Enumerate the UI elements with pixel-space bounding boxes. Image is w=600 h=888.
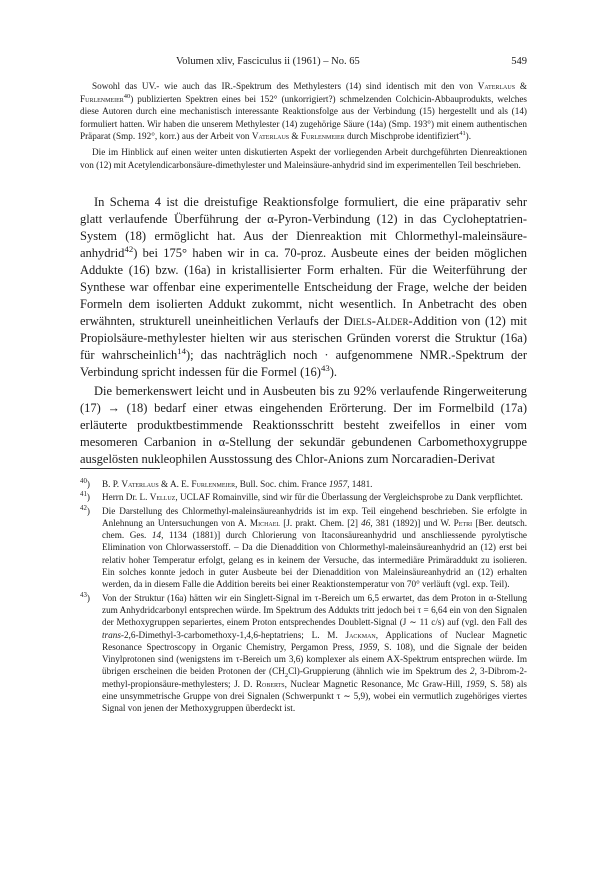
author-name: Michael: [249, 517, 281, 528]
text-run: durch Mischprobe identifiziert: [344, 131, 460, 142]
footnotes: [80, 478, 527, 716]
footnote-mark: $^{41}$): [80, 491, 90, 503]
text-run: [Ber. deutsch. chem. Ges.: [102, 517, 527, 541]
text-run: ).: [329, 365, 337, 379]
text-run: , Bull. Soc. chim. France: [235, 479, 329, 489]
text-run: , Applications of Nuclear Magnetic Resonance Spectroscopy in Organic Chemistry, Pergamon Press,: [102, 629, 527, 652]
footnote-number: 43: [80, 591, 87, 599]
footnote: [80, 505, 527, 591]
text-run: , 3-Dibrom-2-methyl-propionsäure-methylesters; J. D.: [102, 666, 527, 689]
main-paragraph: [80, 383, 527, 468]
text-run: [J. prakt. Chem. [2]: [280, 517, 362, 528]
text-run: Sowohl das UV.- wie auch das IR.-Spektrum des Methylesters (14) sind identisch mit den von: [92, 81, 478, 91]
footnote-ref: 41: [459, 130, 466, 138]
small-paragraph: [80, 146, 527, 171]
running-title: Volumen xliv, Fasciculus ii (1961) – No. 65: [176, 56, 360, 67]
text-run: Die Darstellung des Chlormethyl-maleinsäureanhydrids ist im exp. Teil eingehend beschrieben. Sie erfolgte in Anlehnung an Untersuchungen von A.: [102, 505, 527, 528]
text-run: -2,6-Dimethyl-3-carbomethoxy-1,4,6-heptatriens; L. M.: [120, 629, 346, 640]
text-run: ).: [465, 131, 472, 142]
text-run: Von der Struktur (16a) hätten wir ein Singlett-Signal im τ-Bereich um 6,5 erwartet, das dem Proton in α-Stellung zum Anhydridcarbonyl entsprechen würde. Im Spektrum des Addukts tritt jedoch bei τ = 6,64 ein von den Signalen der Methoxygruppen separiertes, einem Proton entsprechendes Doublett-Signal (J ∼ 11 c/s) auf (vgl. den Fall des: [102, 592, 527, 628]
text-run: -Addition von (12) mit Propiolsäure-methylester hielten wir aus sterischen Gründen vorerst die Struktur (16a) für wahrscheinlich: [80, 314, 527, 362]
footnote-ref: 42: [124, 243, 134, 254]
subscript: 2: [284, 672, 289, 680]
text-run: Die bemerkenswert leicht und in Ausbeuten bis zu 92% verlaufende Ringerweiterung (17) → (18) bedarf einer etwas eingehenden Erörterung. Der im Formelbild (17a) erläuterte produktbestimmende Reaktionsschritt besteht zweifellos in einer vom mesomeren Carbanion in α-Stellung der sekundär gebundenen Carbomethoxygruppe ausgelösten nukleophilen Ausstossung des Chlor-Anions zum Norcaradien-Derivat: [80, 384, 527, 466]
italic-text: 1959: [466, 678, 485, 689]
footnote-ref: 43: [320, 362, 330, 373]
text-run: , 381 (1892)] und W.: [370, 517, 454, 528]
text-run: , 1134 (1881)] durch Chlorierung von Itaconsäureanhydrid und anschliessende pyrolytische Elimination von Chlorwasserstoff. – Da die Dienaddition von Chlormethyl-maleinsäureanhydrid an (12) erst bei relativ hoher Temperatur erfolgt, gelang es in keinem der Versuche, das intermediäre Primäraddukt zu isolieren. Ein solches konnte jedoch in guter Ausbeute bei der Dienaddition von Maleinsäureanhydrid an (12) erhalten werden, da in diesem Falle die Addition bereits bei einer Reaktionstemperatur von 70° verläuft (vgl. exp. Teil).: [102, 530, 527, 590]
text-run: B. P.: [102, 479, 122, 489]
footnote-mark: $^{42}$): [80, 504, 90, 516]
footnote-text: [102, 479, 372, 489]
text-run: Die im Hinblick auf einen weiter unten diskutierten Aspekt der vorliegenden Arbeit durchgeführten Dienreaktionen von (12) mit Acetylendicarbonsäure-dimethylester und Maleinsäure-anhydrid sind im experimentellen Teil beschrieben.: [80, 146, 527, 170]
text-run: In Schema 4 ist die dreistufige Reaktionsfolge formuliert, die eine präparativ sehr glatt verlaufende Überführung der α-Pyron-Verbindung (12) in das Cycloheptatrien-System (18) ermöglicht hat. Aus der Dienreaktion mit Chlormethyl-maleinsäure-anhydrid: [80, 195, 527, 260]
footnote-mark: $^{43}$): [80, 591, 90, 603]
text-run: Cl)-Gruppierung (ähnlich wie im Spektrum des: [288, 666, 470, 677]
italic-text: 2: [469, 666, 475, 677]
footnote-text: [102, 593, 527, 714]
running-header: [80, 56, 527, 70]
footnote: [80, 478, 527, 490]
page-number: 549: [511, 56, 527, 67]
small-print-section: [80, 80, 527, 171]
main-paragraph: [80, 194, 527, 381]
footnote-number: 41: [80, 491, 87, 499]
author-name: Roberts: [255, 678, 285, 689]
text-run: , Nuclear Magnetic Resonance, Mc Graw-Hill,: [284, 678, 467, 689]
footnote-number: 42: [80, 504, 87, 512]
text-run: , S. 58) als eine unsymmetrische Gruppe von drei Signalen (Schwerpunkt τ ∼ 5,9), wobei ein vermutlich zugehöriges viertes Signal von jenen der Methoxygruppen überdeckt ist.: [102, 678, 527, 714]
text-run: ) bei 175° haben wir in ca. 70-proz. Ausbeute eines der beiden möglichen Addukte (16) bzw. (16a) in kristallisierter Form erhalten. Für die Weiterführung der Synthese war offenbar eine experimentelle Entscheidung der Frage, welche der beiden Formeln dem isolierten Addukt zukommt, nicht wesentlich. In Anbetracht des oben erwähnten, strukturell uneinheitlichen Verlaufs der: [80, 246, 527, 328]
footnote-text: [102, 506, 527, 590]
author-name: Vaterlaus: [121, 479, 159, 489]
author-name: Diels-Alder: [343, 314, 409, 328]
italic-text: trans: [102, 629, 121, 640]
text-run: ) publizierten Spektren eines bei 152° (unkorrigiert?) schmelzenden Colchicin-Abbauprodukts, welches diese Autoren durch eine mechanistisch interessante Reaktionsfolge aus der Verbindung (15) hergestellt und als (14) formuliert hatten. Wir haben die unserem Methylester (14) zugehörige Säure (14a) (Smp. 193°) mit einem authentischen Präparat (Smp. 192°, korr.) aus der Arbeit von: [80, 93, 527, 142]
italic-text: 1959: [358, 641, 378, 652]
footnote-ref: 40: [123, 92, 131, 100]
text-run: , S. 108), und die Signale der beiden Vinylprotonen sind (wenigstens im τ-Bereich um 3,6) komplexer als einem AX-Spektrum entsprechen würde. Im übrigen erscheinen die beiden Protonen der (CH: [102, 641, 527, 677]
small-paragraph: [80, 80, 527, 143]
text-run: & A. E.: [158, 479, 192, 489]
author-name: Vaterlaus & Furlenmeier: [80, 81, 527, 104]
italic-text: 1957: [328, 479, 348, 489]
text-run: Herrn Dr. L.: [102, 492, 150, 503]
footnote-number: 40: [80, 477, 87, 485]
author-name: Jackman: [345, 629, 376, 640]
author-name: Furlenmeier: [191, 479, 236, 489]
footnote-text: [102, 492, 523, 502]
footnote: [80, 491, 527, 503]
italic-text: 46: [361, 517, 371, 528]
italic-text: 14: [151, 530, 162, 541]
text-run: , 1481.: [347, 479, 373, 489]
footnote-mark: $^{40}$): [80, 477, 90, 489]
footnote-rule: [80, 468, 160, 469]
footnote: [80, 592, 527, 715]
main-text-section: [80, 194, 527, 468]
text-run: , UCLAF Romainville, sind wir für die Überlassung der Vergleichsprobe zu Dank verpflichtet.: [175, 492, 523, 503]
author-name: Velluz: [149, 492, 176, 503]
text-run: ); das nachträglich noch · aufgenommene NMR.-Spektrum der Verbindung spricht indessen für die Formel (16): [80, 348, 528, 379]
author-name: Petri: [453, 517, 473, 528]
author-name: Vaterlaus & Furlenmeier: [251, 131, 345, 142]
footnote-ref: 14: [177, 345, 187, 356]
